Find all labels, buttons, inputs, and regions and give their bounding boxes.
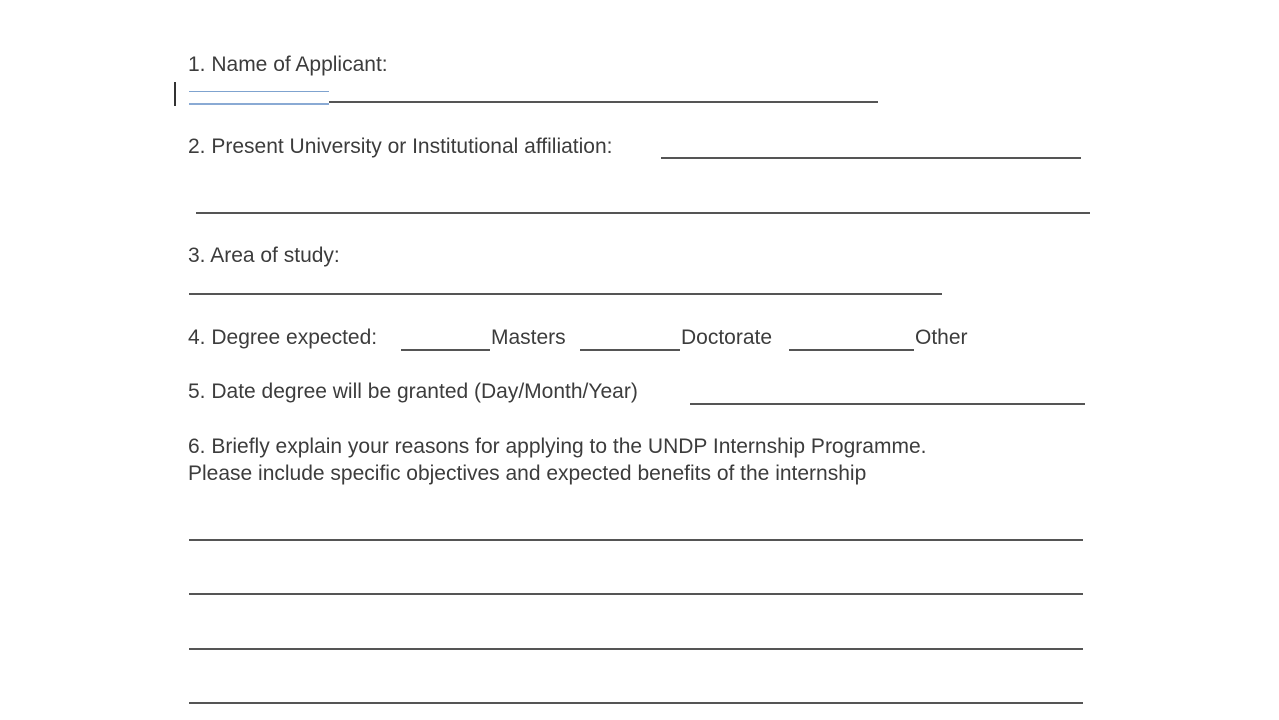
q2-affiliation-field[interactable] (661, 157, 1081, 159)
q1-name-field[interactable] (329, 101, 878, 103)
q4-option-other: Other (915, 326, 968, 349)
q4-doctorate-blank[interactable] (580, 349, 680, 351)
q5-label: 5. Date degree will be granted (Day/Month/Year) (188, 380, 638, 403)
q1-active-field[interactable] (189, 91, 329, 105)
q4-label: 4. Degree expected: (188, 326, 378, 349)
q1-label: 1. Name of Applicant: (188, 53, 388, 76)
q4-masters-blank[interactable] (401, 349, 490, 351)
q2-affiliation-field-continued[interactable] (196, 212, 1090, 214)
q4-option-masters: Masters (491, 326, 566, 349)
text-cursor (174, 82, 176, 106)
q3-label: 3. Area of study: (188, 244, 340, 267)
q4-option-doctorate: Doctorate (681, 326, 773, 349)
q2-label: 2. Present University or Institutional affiliation: (188, 135, 613, 158)
q6-answer-line-1[interactable] (189, 539, 1083, 541)
q3-area-of-study-field[interactable] (189, 293, 942, 295)
q6-answer-line-4[interactable] (189, 702, 1083, 704)
q6-answer-line-3[interactable] (189, 648, 1083, 650)
q5-date-field[interactable] (690, 403, 1085, 405)
q6-label-line2: Please include specific objectives and expected benefits of the internship (188, 462, 867, 485)
q4-other-blank[interactable] (789, 349, 914, 351)
q6-answer-line-2[interactable] (189, 593, 1083, 595)
q6-label-line1: 6. Briefly explain your reasons for applying to the UNDP Internship Programme. (188, 435, 927, 458)
